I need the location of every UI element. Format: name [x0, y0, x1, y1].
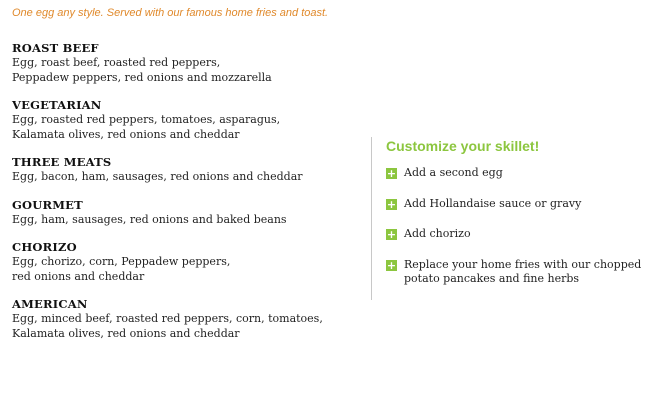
menu-item-gourmet [12, 198, 357, 228]
option-hollandaise [386, 197, 636, 212]
option-line: Replace your home fries with our chopped [404, 257, 642, 271]
option-line: Add chorizo [404, 227, 471, 240]
customize-title: Customize your skillet! [386, 138, 540, 154]
description-line: Egg, roasted red peppers, tomatoes, asparagus, [12, 113, 281, 126]
menu-tagline: One egg any style. Served with our famous home fries and toast. [12, 7, 329, 19]
description-line: red onions and cheddar [12, 269, 145, 283]
skillet-menu-list [12, 41, 357, 354]
menu-item-roast-beef [12, 41, 357, 85]
section-divider [371, 137, 372, 300]
description-line: Egg, roast beef, roasted red peppers, [12, 56, 221, 69]
plus-square-icon: + [386, 228, 397, 241]
description-line: Peppadew peppers, red onions and mozzarella [12, 70, 272, 84]
description-line: Egg, ham, sausages, red onions and baked beans [12, 212, 287, 226]
menu-item-description [12, 170, 357, 185]
menu-item-name: AMERICAN [12, 297, 88, 311]
option-line: potato pancakes and fine herbs [404, 272, 580, 285]
menu-item-name: CHORIZO [12, 240, 77, 254]
option-chorizo [386, 227, 636, 242]
menu-item-vegetarian [12, 98, 357, 142]
description-line: Egg, chorizo, corn, Peppadew peppers, [12, 255, 231, 268]
option-text [404, 166, 503, 181]
plus-square-icon: + [386, 167, 397, 180]
menu-item-three-meats [12, 155, 357, 185]
plus-square-icon: + [386, 258, 397, 272]
option-line: Add Hollandaise sauce or gravy [404, 196, 582, 210]
menu-item-name: VEGETARIAN [12, 98, 102, 112]
option-second-egg [386, 166, 636, 181]
description-line: Egg, minced beef, roasted red peppers, corn, tomatoes, [12, 312, 323, 325]
description-line: Kalamata olives, red onions and cheddar [12, 127, 240, 141]
menu-item-name: GOURMET [12, 197, 83, 212]
menu-item-description [12, 56, 357, 85]
option-line: Add a second egg [404, 166, 503, 179]
option-text [404, 197, 581, 212]
menu-item-description [12, 213, 357, 228]
menu-item-name: THREE MEATS [12, 155, 112, 169]
option-text [404, 258, 641, 287]
menu-item-chorizo [12, 240, 357, 284]
option-replace-home-fries [386, 257, 642, 287]
menu-item-description [12, 312, 357, 341]
menu-item-description [12, 113, 357, 142]
plus-square-icon: + [386, 197, 397, 211]
customize-panel [386, 137, 642, 303]
menu-item-name: ROAST BEEF [12, 41, 99, 55]
menu-item-american [12, 297, 357, 341]
description-line: Egg, bacon, ham, sausages, red onions and cheddar [12, 170, 303, 183]
description-line: Kalamata olives, red onions and cheddar [12, 326, 240, 340]
menu-item-description [12, 255, 357, 284]
option-text [404, 227, 471, 242]
